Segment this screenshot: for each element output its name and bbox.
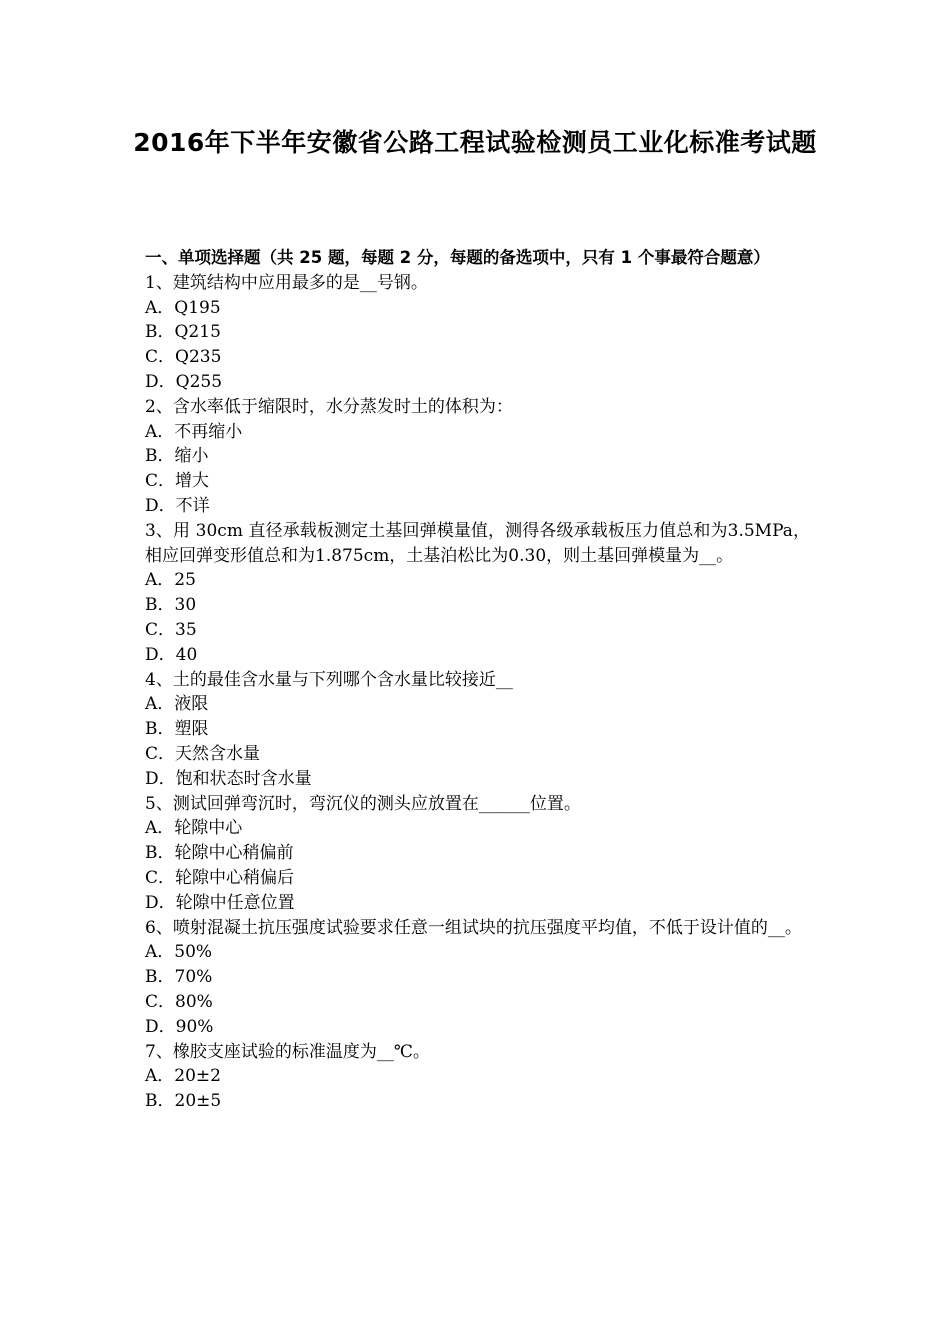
question-text: 7、橡胶支座试验的标准温度为__℃。 [145, 1041, 430, 1062]
option-letter: A． [145, 942, 175, 963]
question-item [145, 668, 810, 792]
option-text: 25 [174, 570, 196, 591]
option-list [145, 296, 810, 395]
option-text: Q215 [174, 322, 221, 343]
option-item [145, 965, 810, 990]
option-item [145, 1089, 810, 1114]
option-text: Q255 [175, 371, 223, 392]
option-item [145, 990, 810, 1015]
option-item [145, 420, 810, 445]
option-text: 40 [175, 644, 198, 665]
section-heading: 一、单项选择题（共 25 题，每题 2 分，每题的备选项中，只有 1 个事最符合题意） [145, 248, 770, 267]
option-text: 90% [175, 1016, 214, 1037]
option-item [145, 494, 810, 519]
question-text: 6、喷射混凝土抗压强度试验要求任意一组试块的抗压强度平均值，不低于设计值的__。 [145, 917, 802, 938]
option-item [145, 618, 810, 643]
question-item [145, 395, 810, 519]
option-letter: C． [145, 867, 176, 888]
option-text: 轮隙中任意位置 [175, 892, 295, 913]
option-list [145, 692, 810, 791]
option-item [145, 816, 810, 841]
option-text: 轮隙中心稍偏后 [175, 867, 295, 888]
option-item [145, 296, 810, 321]
option-letter: C． [145, 743, 176, 764]
option-letter: C． [145, 619, 176, 640]
option-item [145, 320, 810, 345]
option-item [145, 444, 810, 469]
document-body [145, 246, 810, 1114]
option-text: 液限 [174, 694, 209, 715]
option-text: Q195 [174, 297, 221, 318]
option-text: 70% [174, 967, 213, 988]
question-text: 5、测试回弹弯沉时，弯沉仪的测头应放置在______位置。 [145, 793, 581, 814]
option-letter: B． [145, 322, 175, 343]
option-letter: D． [145, 892, 176, 913]
option-letter: D． [145, 644, 176, 665]
option-item [145, 767, 810, 792]
option-item [145, 692, 810, 717]
option-letter: A． [145, 570, 175, 591]
option-letter: C． [145, 471, 176, 492]
option-text: 不再缩小 [174, 421, 243, 442]
option-item [145, 866, 810, 891]
question-item [145, 519, 810, 668]
option-letter: B． [145, 446, 175, 467]
question-item [145, 916, 810, 1040]
option-item [145, 940, 810, 965]
question-text: 4、土的最佳含水量与下列哪个含水量比较接近__ [145, 669, 513, 690]
option-list [145, 420, 810, 519]
option-text: 增大 [175, 471, 210, 492]
option-text: 饱和状态时含水量 [175, 768, 312, 789]
option-item [145, 469, 810, 494]
option-text: 不详 [175, 495, 210, 516]
option-text: 80% [175, 991, 213, 1012]
question-item [145, 271, 810, 395]
option-letter: D． [145, 768, 176, 789]
option-text: Q235 [175, 347, 222, 368]
option-text: 20±5 [174, 1091, 222, 1112]
question-item [145, 792, 810, 916]
option-item [145, 742, 810, 767]
option-item [145, 841, 810, 866]
option-item [145, 370, 810, 395]
option-letter: B． [145, 595, 175, 616]
question-list [145, 271, 810, 1114]
option-letter: D． [145, 495, 176, 516]
document-title: 2016年下半年安徽省公路工程试验检测员工业化标准考试题 [133, 128, 817, 157]
option-item [145, 1015, 810, 1040]
option-letter: C． [145, 347, 176, 368]
option-text: 轮隙中心稍偏前 [174, 843, 294, 864]
option-letter: D． [145, 1016, 176, 1037]
option-letter: A． [145, 818, 175, 839]
option-text: 天然含水量 [175, 743, 261, 764]
option-item [145, 345, 810, 370]
option-text: 30 [174, 595, 197, 616]
option-list [145, 568, 810, 667]
question-text: 1、建筑结构中应用最多的是__号钢。 [145, 272, 428, 293]
option-letter: C． [145, 991, 176, 1012]
option-item [145, 891, 810, 916]
option-text: 缩小 [174, 446, 209, 467]
option-letter: A． [145, 421, 175, 442]
option-item [145, 568, 810, 593]
question-text: 2、含水率低于缩限时，水分蒸发时土的体积为： [145, 396, 513, 417]
option-list [145, 1064, 810, 1114]
option-letter: B． [145, 1091, 175, 1112]
option-item [145, 643, 810, 668]
option-item [145, 717, 810, 742]
option-text: 塑限 [174, 719, 209, 740]
option-letter: B． [145, 967, 175, 988]
option-text: 20±2 [174, 1066, 221, 1087]
option-letter: A． [145, 694, 175, 715]
option-item [145, 593, 810, 618]
option-letter: D． [145, 371, 176, 392]
question-item [145, 1040, 810, 1114]
option-list [145, 940, 810, 1039]
option-item [145, 1064, 810, 1089]
option-letter: A． [145, 297, 175, 318]
option-letter: B． [145, 719, 175, 740]
option-text: 35 [175, 619, 197, 640]
question-text: 3、用 30cm 直径承载板测定土基回弹模量值，测得各级承载板压力值总和为3.5MPa，相应回弹变形值总和为1.875cm，土基泊松比为0.30，则土基回弹模量为__。 [145, 520, 810, 566]
option-list [145, 816, 810, 915]
option-text: 50% [174, 942, 213, 963]
option-text: 轮隙中心 [174, 818, 243, 839]
option-letter: B． [145, 843, 175, 864]
option-letter: A． [145, 1066, 175, 1087]
